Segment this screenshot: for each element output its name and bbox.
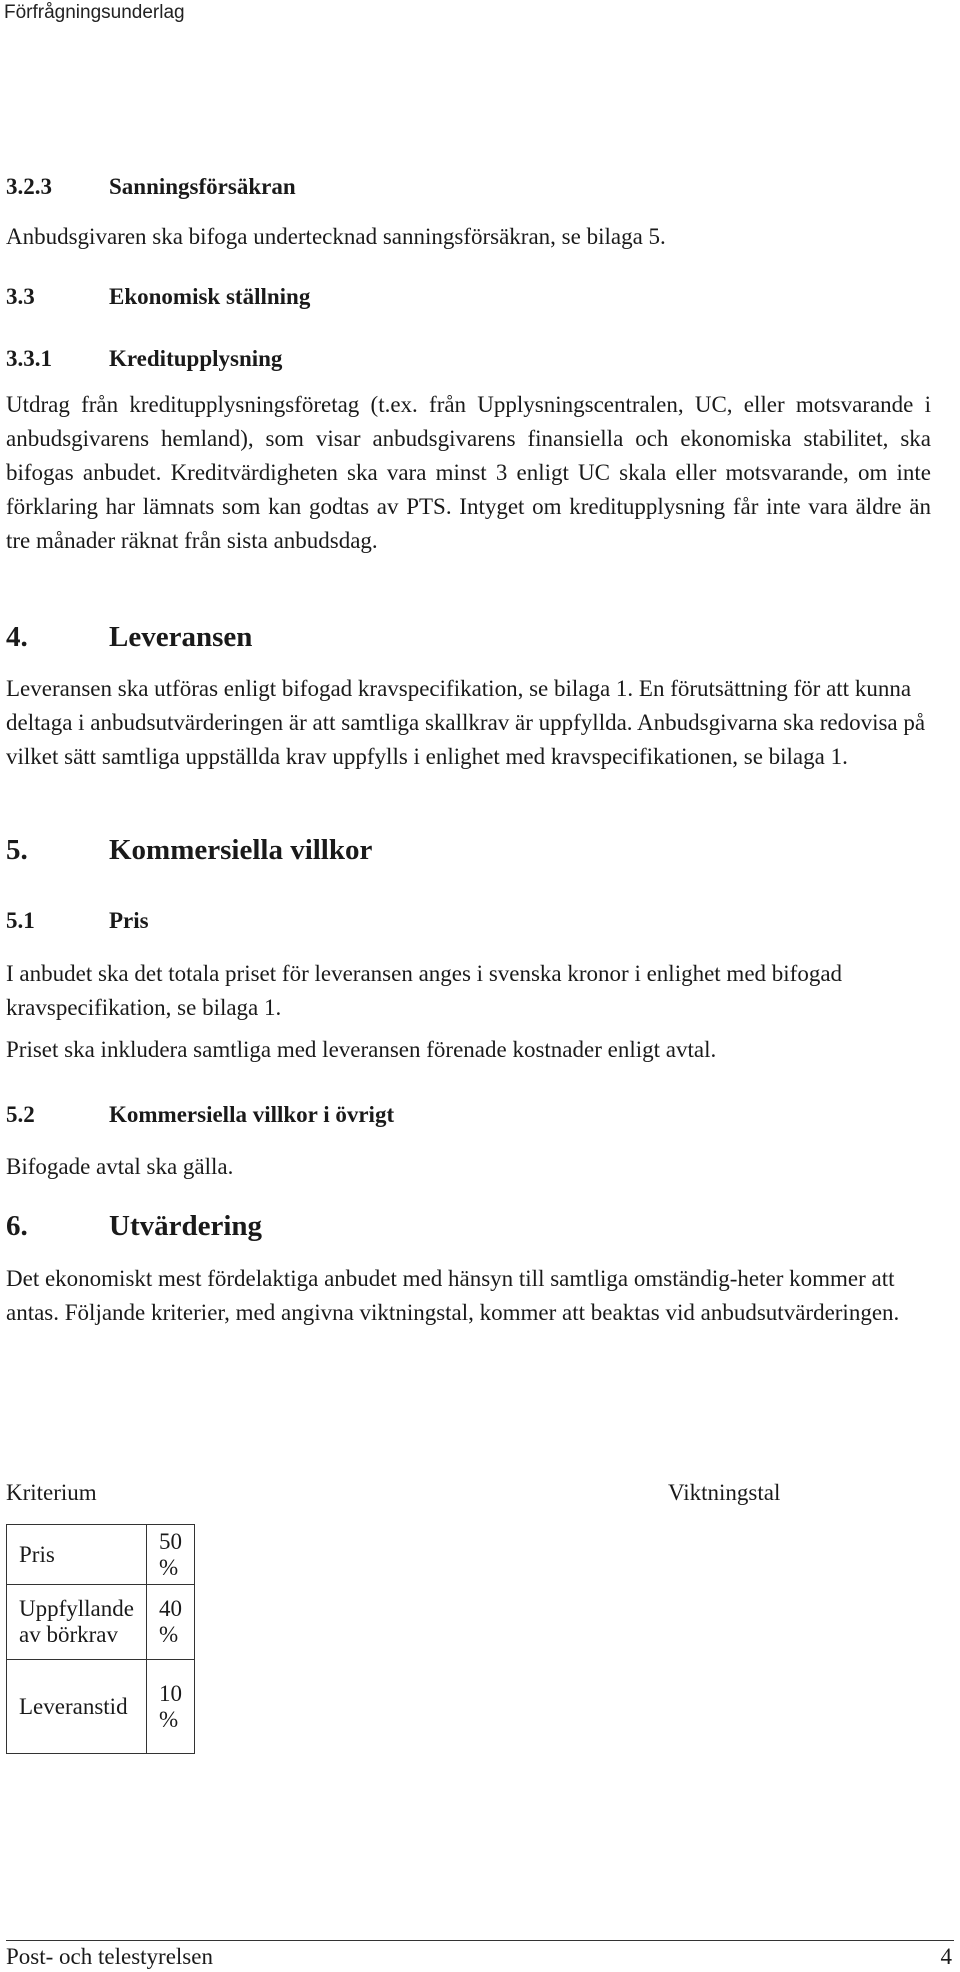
- weight-cell: 50 %: [146, 1525, 194, 1585]
- heading-number: 3.2.3: [6, 174, 52, 199]
- heading-number: 3.3.1: [6, 346, 52, 371]
- footer-page-number: 4: [940, 1944, 952, 1969]
- heading-text: Kommersiella villkor i övrigt: [109, 1102, 395, 1127]
- weight-cell: 10 %: [146, 1660, 194, 1754]
- heading-text: Pris: [109, 908, 149, 933]
- paragraph-leveransen: Leveransen ska utföras enligt bifogad kravspecifikation, se bilaga 1. En förutsättning för att kunna deltaga i anbudsutvärderingen är att samtliga skallkrav är uppfyllda. Anbudsgivarna ska redovisa på vilket sätt samtliga uppställda krav uppfylls i enlighet med kravspecifikationen, se bilaga 1.: [6, 676, 926, 769]
- criterion-cell: Leveranstid: [7, 1660, 147, 1754]
- heading-text: Sanningsförsäkran: [109, 174, 296, 199]
- criteria-table: [6, 1524, 195, 1754]
- heading-text: Leveransen: [109, 621, 253, 653]
- heading-text: Kreditupplysning: [109, 346, 283, 371]
- paragraph-pris-1: I anbudet ska det totala priset för leveransen anges i svenska kronor i enlighet med bifogad kravspecifikation, se bilaga 1.: [6, 961, 843, 1020]
- footer-divider: [6, 1940, 954, 1941]
- heading-text: Utvärdering: [109, 1210, 263, 1242]
- heading-text: Ekonomisk ställning: [109, 284, 311, 309]
- heading-number: 3.3: [6, 284, 35, 309]
- paragraph-sanningsforsakran: Anbudsgivaren ska bifoga undertecknad sanningsförsäkran, se bilaga 5.: [6, 224, 666, 249]
- table-header-viktningstal: Viktningstal: [668, 1480, 781, 1505]
- criterion-cell: Pris: [7, 1525, 147, 1585]
- table-header-kriterium: Kriterium: [6, 1480, 97, 1505]
- heading-text: Kommersiella villkor: [109, 834, 373, 866]
- table-row: [7, 1660, 195, 1754]
- footer-organization: Post- och telestyrelsen: [6, 1944, 213, 1969]
- heading-number: 4.: [6, 621, 28, 653]
- heading-number: 5.2: [6, 1102, 35, 1127]
- heading-number: 5.1: [6, 908, 35, 933]
- criterion-cell: Uppfyllande av börkrav: [7, 1585, 147, 1660]
- paragraph-kreditupplysning: Utdrag från kreditupplysningsföretag (t.ex. från Upplysningscentralen, UC, eller motsvarande i anbudsgivarens hemland), som visar anbudsgivarens finansiella och ekonomiska stabilitet, ska bifogas anbudet. Kreditvärdigheten ska vara minst 3 enligt UC skala eller motsvarande, om inte förklaring har lämnats som kan godtas av PTS. Intyget om kreditupplysning får inte vara äldre än tre månader räknat från sista anbudsdag.: [6, 392, 931, 553]
- table-row: [7, 1585, 195, 1660]
- page-header-title: Förfrågningsunderlag: [4, 2, 185, 23]
- heading-number: 6.: [6, 1210, 28, 1242]
- paragraph-pris-2: Priset ska inkludera samtliga med leveransen förenade kostnader enligt avtal.: [6, 1037, 717, 1062]
- paragraph-utvardering: Det ekonomiskt mest fördelaktiga anbudet med hänsyn till samtliga omständig-heter kommer att antas. Följande kriterier, med angivna viktningstal, kommer att beaktas vid anbudsutvärderingen.: [6, 1266, 900, 1325]
- paragraph-ovrigt: Bifogade avtal ska gälla.: [6, 1154, 234, 1179]
- table-row: [7, 1525, 195, 1585]
- heading-number: 5.: [6, 834, 28, 866]
- weight-cell: 40 %: [146, 1585, 194, 1660]
